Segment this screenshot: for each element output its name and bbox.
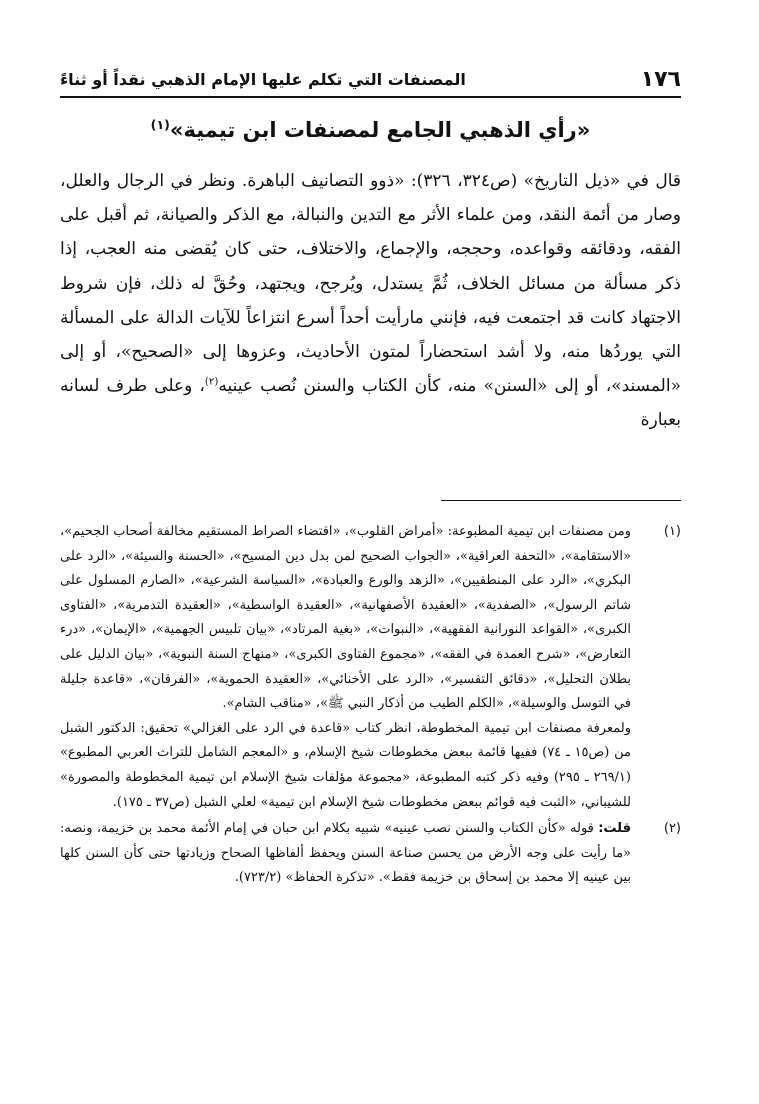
footnote-1-paragraph-1: ومن مصنفات ابن تيمية المطبوعة: «أمراض القلوب»، «اقتضاء الصراط المستقيم مخالفة أصحاب الجحيم»، «الاستقامة»، «التحفة العراقية»، «الجواب الصحيح لمن بدل دين المسيح»، «الحسنة والسيئة»، «الرد على البكري»، «الرد على المنطقيين»، «الزهد والورع والعبادة»، «السياسة الشرعية»، «الصارم المسلول على شاتم الرسول»، «الصفدية»، «العقيدة الأصفهانية»، «العقيدة الواسطية»، «العقيدة التدمرية»، «الفتاوى الكبرى»، «القواعد النورانية الفقهية»، «النبوات»، «بغية المرتاد»، «بيان تلبيس الجهمية»، «الإيمان»، «درء التعارض»، «شرح العمدة في الفقه»، «مجموع الفتاوى الكبرى»، «منهاج السنة النبوية»، «بيان الدليل على بطلان التحليل»، «دقائق التفسير»، «الرد على الأخنائي»، «العقيدة الحموية»، «الفرقان»، «قاعدة جليلة في التوسل والوسيلة»، «الكلم الطيب من أذكار النبي ﷺ»، «مناقب الشام». bbox=[60, 524, 631, 712]
footnote-2-paragraph bbox=[60, 817, 631, 891]
running-header bbox=[60, 62, 681, 98]
footnote-body bbox=[60, 520, 631, 815]
heading-footnote-ref: (١) bbox=[150, 117, 170, 132]
footnote-number: (١) bbox=[663, 524, 681, 539]
footnote-2 bbox=[60, 817, 681, 891]
footnote-2-label: قلت: bbox=[598, 821, 631, 837]
body-footnote-ref: (٢) bbox=[204, 376, 219, 388]
footnote-1 bbox=[60, 520, 681, 815]
footnote-body bbox=[60, 817, 631, 891]
running-title: المصنفات التي تكلم عليها الإمام الذهبي نقداً أو ثناءً bbox=[60, 69, 466, 89]
section-heading-title: «رأي الذهبي الجامع لمصنفات ابن تيمية» bbox=[169, 118, 591, 142]
footnote-2-text: قوله «كأن الكتاب والسنن نصب عينيه» شبيه بكلام ابن حبان في إمام الأئمة محمد بن خزيمة، ونصه: «ما رأيت على وجه الأرض من يحسن صناعة السنن ويحفظ ألفاظها الصحاح وزيادتها حتى كأن السنن كلها بين عينيه إلا محمد بن إسحاق بن خزيمة فقط». «تذكرة الحفاظ» (٧٢٣/٢). bbox=[60, 821, 631, 886]
body-text-part1: قال في «ذيل التاريخ» (ص٣٢٤، ٣٢٦): «ذوو التصانيف الباهرة. ونظر في الرجال والعلل، وصار من أئمة النقد، ومن علماء الأثر مع التدين والنبالة، مع الذكر والصيانة، ثم أقبل على الفقه، ودقائقه وقواعده، وحججه، والإجماع، والاختلاف، حتى كان يُقضى منه العجب، إذا ذكر مسألة من مسائل الخلاف، ثُمَّ يستدل، ويُرجح، ويجتهد، وحُقَّ له ذلك، فإن شروط الاجتهاد كانت قد اجتمعت فيه، فإنني مارأيت أحداً أسرع انتزاعاً للآيات الدالة على المسألة التي يوردُها منه، ولا أشد استحضاراً لمتون الأحاديث، وعزوها إلى «الصحيح»، أو إلى «المسند»، أو إلى «السنن» منه، كأن الكتاب والسنن نُصب عينيه bbox=[60, 171, 682, 397]
footnote-separator bbox=[441, 500, 681, 501]
footnotes bbox=[60, 520, 681, 891]
page-number: ١٧٦ bbox=[640, 66, 681, 92]
body-paragraph bbox=[60, 164, 681, 438]
section-heading bbox=[60, 110, 681, 150]
footnote-1-paragraph-2: ولمعرفة مصنفات ابن تيمية المخطوطة، انظر كتاب «قاعدة في الرد على الغزالي» تحقيق: الدكتور الشبل من (ص١٥ ـ ٧٤) ففيها قائمة ببعض مخطوطات شيخ الإسلام، و «المعجم الشامل للتراث العربي المطبوع» (٢٦٩/١ ـ ٢٩٥) وفيه ذكر كتبه المطبوعة، «مجموعة مؤلفات شيخ الإسلام ابن تيمية المخطوطة والمصورة» للشيباني، «الثبت فيه قوائم ببعض مخطوطات شيخ الإسلام ابن تيمية» لعلي الشبل (ص٣٧ ـ ١٧٥). bbox=[60, 720, 632, 810]
body-text-part2: ، وعلى طرف لسانه بعبارة bbox=[60, 376, 681, 431]
footnote-number: (٢) bbox=[663, 821, 681, 837]
